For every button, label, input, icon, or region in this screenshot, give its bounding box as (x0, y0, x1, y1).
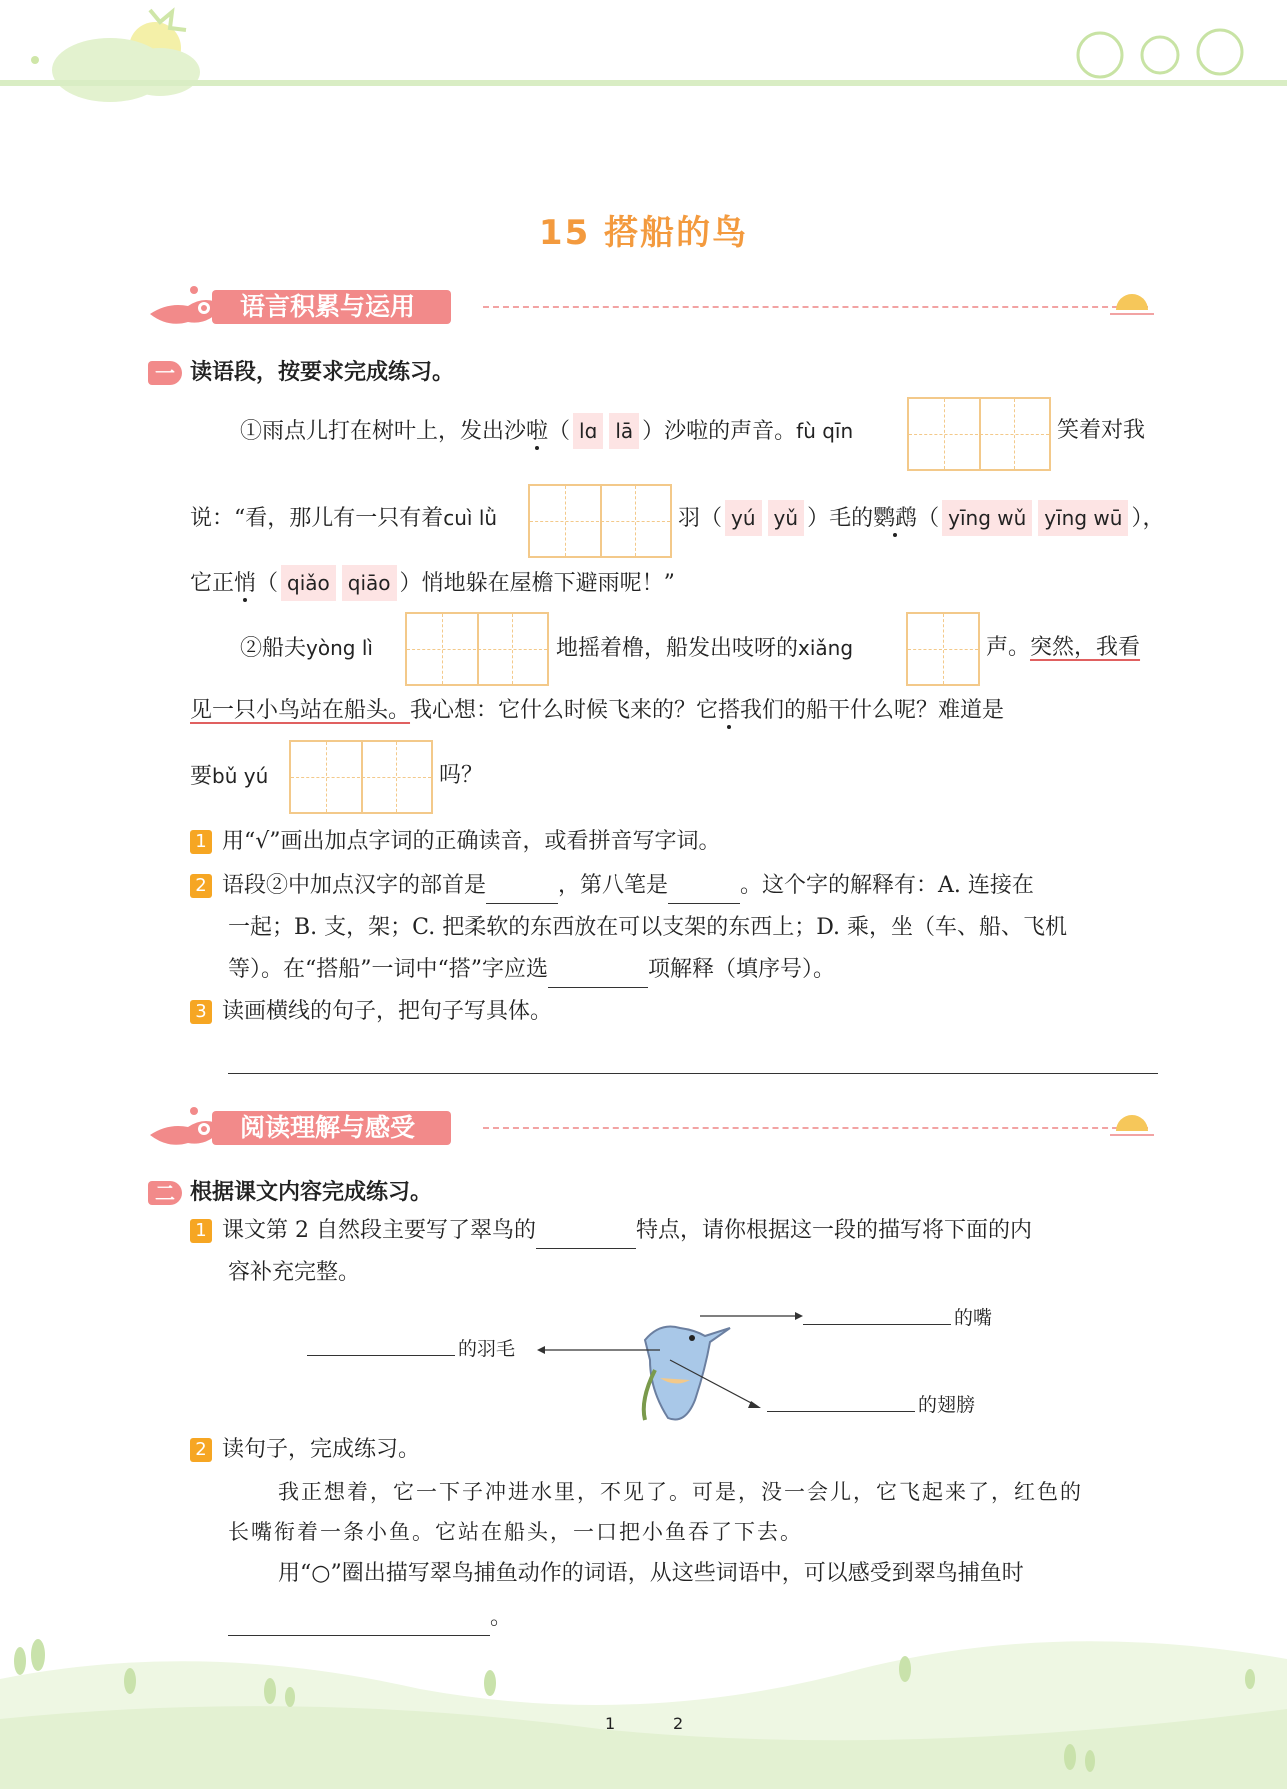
passage-line: 羽（ yú yǔ ）毛的鹦鹉（ yīng wǔ yīng wū ）， (678, 500, 1164, 537)
passage-line: 要bǔ yú (190, 764, 269, 789)
question-number: 2 (190, 874, 212, 898)
part-number: 二 (148, 1181, 182, 1205)
answer-blank[interactable] (486, 881, 558, 904)
passage-line: 笑着对我 (1057, 418, 1146, 443)
passage-line: 见一只小鸟站在船头。我心想：它什么时候飞来的？它搭我们的船干什么呢？难道是 (190, 698, 1005, 723)
underlined-sentence: 突然，我看 (1030, 635, 1141, 660)
answer-blank[interactable] (668, 881, 740, 904)
page-number: 1 (605, 1714, 616, 1733)
character-grid[interactable] (906, 612, 980, 686)
pinyin-option[interactable]: yú (725, 500, 762, 536)
part-heading-2 (148, 1175, 432, 1206)
passage-line: 长嘴衔着一条小鱼。它站在船头，一口把小鱼吞了下去。 (228, 1520, 803, 1544)
pinyin-option[interactable]: qiǎo (281, 565, 336, 601)
answer-line[interactable] (803, 1324, 951, 1325)
answer-blank[interactable] (548, 965, 648, 988)
answer-blank[interactable] (536, 1226, 636, 1249)
part-title: 根据课文内容完成练习。 (190, 1180, 433, 1205)
question-number: 1 (190, 830, 212, 854)
pinyin-option[interactable]: lā (609, 413, 639, 449)
page-title: 15 搭船的鸟 (538, 213, 749, 253)
header-band (0, 80, 1287, 86)
pinyin-option[interactable]: yǔ (768, 500, 805, 536)
passage-line: 我正想着，它一下子冲进水里，不见了。可是，没一会儿，它飞起来了，红色的 (278, 1480, 1083, 1504)
pinyin-option[interactable]: yīng wǔ (942, 500, 1032, 536)
question-2: 2 语段②中加点汉字的部首是 ，第八笔是 。这个字的解释有：A. 连接在 (190, 868, 1034, 904)
underlined-sentence: 见一只小鸟站在船头。 (190, 698, 411, 723)
answer-line[interactable] (767, 1411, 915, 1412)
pinyin-option[interactable]: yīng wū (1038, 500, 1128, 536)
page-number: 2 (673, 1714, 684, 1733)
character-grid[interactable] (528, 484, 672, 558)
answer-line[interactable] (228, 1073, 1158, 1074)
divider (483, 1127, 1148, 1129)
question-3: 3 读画横线的句子，把句子写具体。 (190, 994, 552, 1030)
question-1: 1 课文第 2 自然段主要写了翠鸟的 特点，请你根据这一段的描写将下面的内 (190, 1213, 1032, 1249)
character-grid[interactable] (405, 612, 549, 686)
part-heading-1 (148, 355, 454, 386)
question-number: 2 (190, 1438, 212, 1462)
task-line: 用“○”圈出描写翠鸟捕鱼动作的词语，从这些词语中，可以感受到翠鸟捕鱼时 (278, 1561, 1024, 1586)
passage-line: 声。突然，我看 (986, 635, 1141, 660)
kingfisher-icon (644, 1327, 730, 1421)
divider (483, 306, 1148, 308)
section-banner-2 (148, 1105, 1158, 1149)
sunset-icon (1110, 290, 1154, 320)
character-grid[interactable] (289, 740, 433, 814)
question-2-line: 一起；B. 支，架；C. 把柔软的东西放在可以支架的东西上；D. 乘，坐（车、船、飞机 (228, 915, 1068, 940)
section-title: 语言积累与运用 (212, 290, 451, 324)
question-1-line: 容补充完整。 (228, 1260, 361, 1285)
question-2-line: 等）。在“搭船”一词中“搭”字应选 项解释（填序号）。 (228, 952, 835, 988)
diagram-label: 的羽毛 (458, 1338, 516, 1360)
answer-line[interactable] (307, 1355, 455, 1356)
pinyin-option[interactable]: lɑ (573, 413, 603, 449)
character-grid[interactable] (907, 397, 1051, 471)
passage-line: ①雨点儿打在树叶上，发出沙啦（ lɑ lā ）沙啦的声音。fù qīn (240, 413, 853, 450)
passage-line: 它正悄（ qiǎo qiāo ）悄地躲在屋檐下避雨呢！” (190, 565, 675, 602)
passage-line: ②船夫yòng lì (240, 636, 373, 661)
header-decoration (0, 0, 1287, 110)
sunset-icon (1110, 1111, 1154, 1141)
question-number: 3 (190, 1000, 212, 1024)
passage-line: 说：“看，那儿有一只有着cuì lǜ (190, 506, 498, 531)
animal-faces-icon (1078, 30, 1242, 77)
section-banner-1 (148, 284, 1158, 328)
passage-line: 地摇着橹，船发出吱呀的xiǎng (556, 636, 854, 661)
task-line: 。 (228, 1600, 512, 1636)
diagram-label: 的嘴 (954, 1307, 993, 1329)
question-number: 1 (190, 1219, 212, 1243)
part-number: 一 (148, 361, 182, 385)
section-title: 阅读理解与感受 (212, 1111, 451, 1145)
footer-landscape (0, 1619, 1287, 1789)
sun-cloud-icon (0, 0, 1287, 110)
diagram-label: 的翅膀 (918, 1394, 976, 1416)
passage-line: 吗？ (439, 763, 484, 788)
question-2: 2 读句子，完成练习。 (190, 1432, 420, 1468)
part-title: 读语段，按要求完成练习。 (190, 360, 455, 385)
pinyin-option[interactable]: qiāo (342, 565, 397, 601)
question-1: 1 用“√”画出加点字词的正确读音，或看拼音写字词。 (190, 824, 721, 860)
